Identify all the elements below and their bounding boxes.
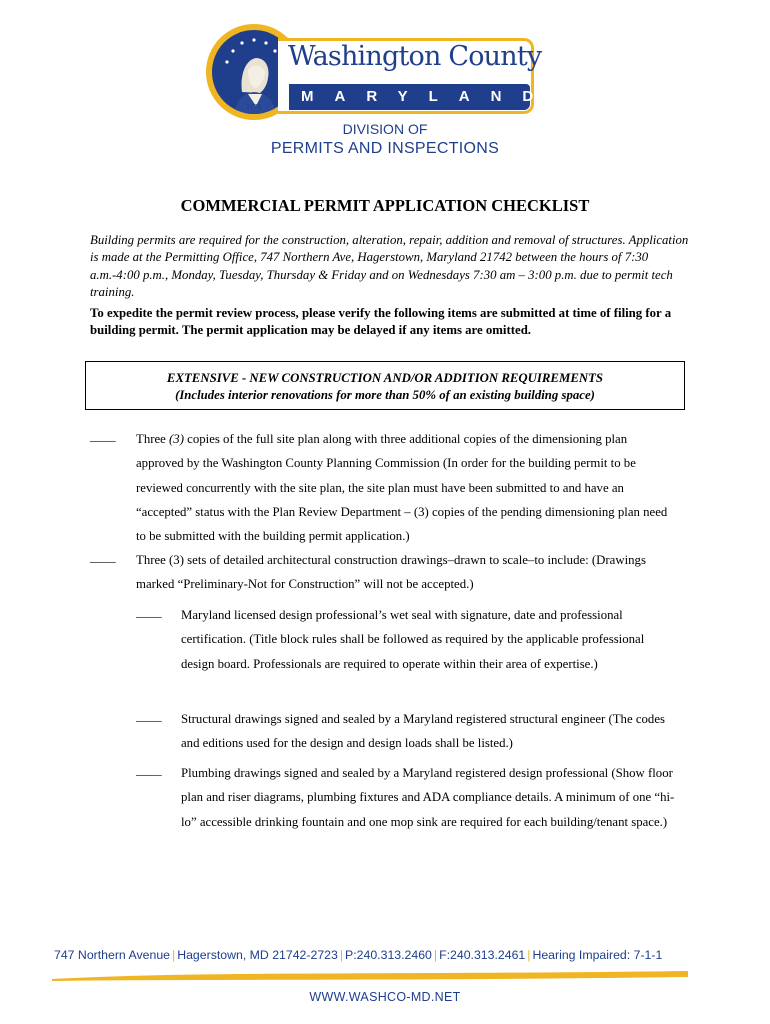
footer-fax: F:240.313.2461 (439, 948, 526, 962)
checkbox-blank-2[interactable]: ____ (90, 550, 116, 564)
requirements-subheading: (Includes interior renovations for more than 50% of an existing building space) (175, 388, 595, 402)
division-name: PERMITS AND INSPECTIONS (270, 140, 500, 157)
intro-paragraph: Building permits are required for the construction, alteration, repair, addition and removal of structures. Application is made at the Permitting Office, 747 Northern Ave, Hagerstown, Maryland 21742 between the hours of 7:30 a.m.-4:00 p.m., Monday, Tuesday, Thursday & Friday and on Wednesdays 7:30 am – 3:00 p.m. due to permit tech training. (90, 233, 689, 299)
item-1-text: copies of the full site plan along with three additional copies of the dimensioning plan approved by the Washington County Planning Commission (In order for the building permit to be reviewed concurrently with the site plan, the site plan must have been submitted to and have an “accepted” status with the Plan Review Department – (3) copies of the pending dimensioning plan need to be submitted with the building permit application.) (136, 432, 668, 544)
checklist-subitem-structural: Structural drawings signed and sealed by a Maryland registered structural engineer (The codes and editions used for the design and design loads shall be listed.) (181, 712, 665, 751)
checkbox-blank-4[interactable]: ____ (136, 709, 162, 723)
checkbox-blank-5[interactable]: ____ (136, 763, 162, 777)
footer-phone: P:240.313.2460 (345, 948, 432, 962)
footer-website[interactable]: WWW.WASHCO-MD.NET (309, 990, 461, 1004)
logo-state-bar: MARYLAND (289, 84, 530, 110)
division-of: DIVISION OF (342, 121, 428, 137)
footer-address: 747 Northern Avenue (54, 948, 170, 962)
checkbox-blank-1[interactable]: ____ (90, 429, 116, 443)
document-title: COMMERCIAL PERMIT APPLICATION CHECKLIST (180, 196, 590, 215)
item-1-pre: Three (136, 432, 170, 446)
requirements-heading: EXTENSIVE - NEW CONSTRUCTION AND/OR ADDITION REQUIREMENTS (166, 371, 604, 385)
footer-swoosh-divider (52, 967, 688, 991)
checklist-item-site-plan (136, 427, 676, 548)
footer-hearing: Hearing Impaired: 7-1-1 (532, 948, 663, 962)
county-logo (206, 24, 555, 124)
footer-contact-line: 747 Northern Avenue | Hagerstown, MD 21742-2723 | P:240.313.2460 | F:240.313.2461 | Hearing Impaired: 7-1-1 (54, 948, 663, 962)
logo-county-name: Washington County (288, 41, 542, 72)
checklist-subitem-plumbing: Plumbing drawings signed and sealed by a Maryland registered design professional (Show floor plan and riser diagrams, plumbing fixtures and ADA compliance details. A minimum of one “hi-lo” accessible drinking fountain and one mop sink are required for each building/tenant space.) (181, 766, 675, 829)
footer-city: Hagerstown, MD 21742-2723 (177, 948, 338, 962)
checklist-item-architectural-drawings: Three (3) sets of detailed architectural construction drawings–drawn to scale–to include: (Drawings marked “Preliminary-Not for Construction” will not be accepted.) (136, 553, 646, 592)
requirements-box (85, 361, 685, 410)
item-1-count: (3) (169, 432, 184, 446)
checkbox-blank-3[interactable]: ____ (136, 605, 162, 619)
seal-year: 1776 (246, 104, 262, 111)
notice-paragraph: To expedite the permit review process, please verify the following items are submitted at time of filing for a building permit. The permit application may be delayed if any items are omitted. (90, 306, 672, 338)
checklist-subitem-design-seal: Maryland licensed design professional’s wet seal with signature, date and professional certification. (Title block rules shall be followed as required by the applicable professional design board. Professionals are required to operate within their area of expertise.) (181, 608, 645, 671)
